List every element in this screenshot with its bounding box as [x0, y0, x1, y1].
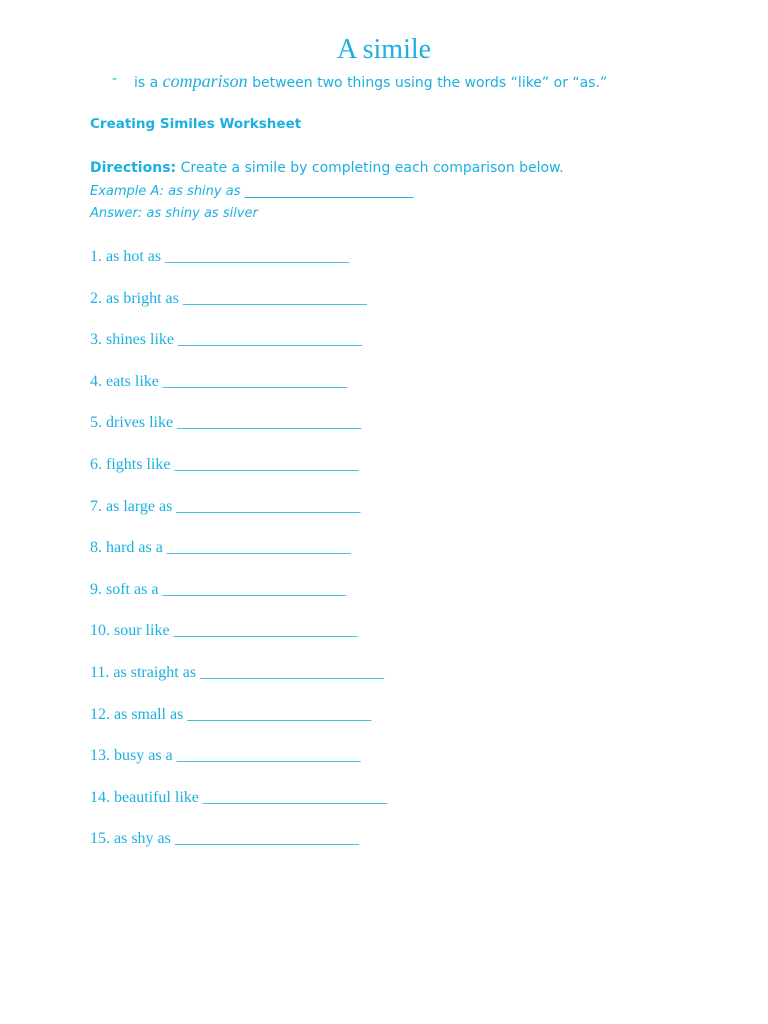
simile-item-3: 3. shines like _______________________: [90, 331, 362, 349]
simile-item-2: 2. as bright as _______________________: [90, 289, 367, 307]
directions-text: Create a simile by completing each comparison below.: [176, 160, 564, 176]
directions: [90, 160, 564, 176]
definition-emphasis: comparison: [162, 71, 248, 91]
simile-item-7: 7. as large as _______________________: [90, 497, 361, 515]
simile-item-10: 10. sour like _______________________: [90, 622, 358, 640]
simile-item-11: 11. as straight as _______________________: [90, 663, 385, 681]
worksheet-title: Creating Similes Worksheet: [90, 116, 302, 132]
simile-item-9: 9. soft as a _______________________: [90, 580, 347, 598]
definition-text: [134, 71, 607, 92]
simile-list: [90, 246, 387, 870]
example-line: Example A: as shiny as __________________________: [90, 184, 414, 199]
simile-item-13: 13. busy as a _______________________: [90, 747, 361, 765]
definition-after: between two things using the words “like” or “as.”: [247, 75, 608, 91]
simile-item-1: 1. as hot as _______________________: [90, 248, 350, 265]
directions-label: Directions:: [90, 160, 177, 176]
definition-before: is a: [134, 75, 163, 91]
simile-item-12: 12. as small as _______________________: [90, 705, 372, 723]
simile-item-6: 6. fights like _______________________: [90, 455, 359, 473]
simile-item-15: 15. as shy as _______________________: [90, 830, 359, 848]
simile-item-8: 8. hard as a _______________________: [90, 539, 351, 557]
simile-item-14: 14. beautiful like _______________________: [90, 788, 387, 806]
answer-line: Answer: as shiny as silver: [90, 206, 258, 221]
definition-bullet: -: [112, 71, 118, 87]
simile-item-4: 4. eats like _______________________: [90, 372, 347, 390]
page-title: A simile: [336, 34, 432, 65]
simile-item-5: 5. drives like _______________________: [90, 414, 362, 432]
